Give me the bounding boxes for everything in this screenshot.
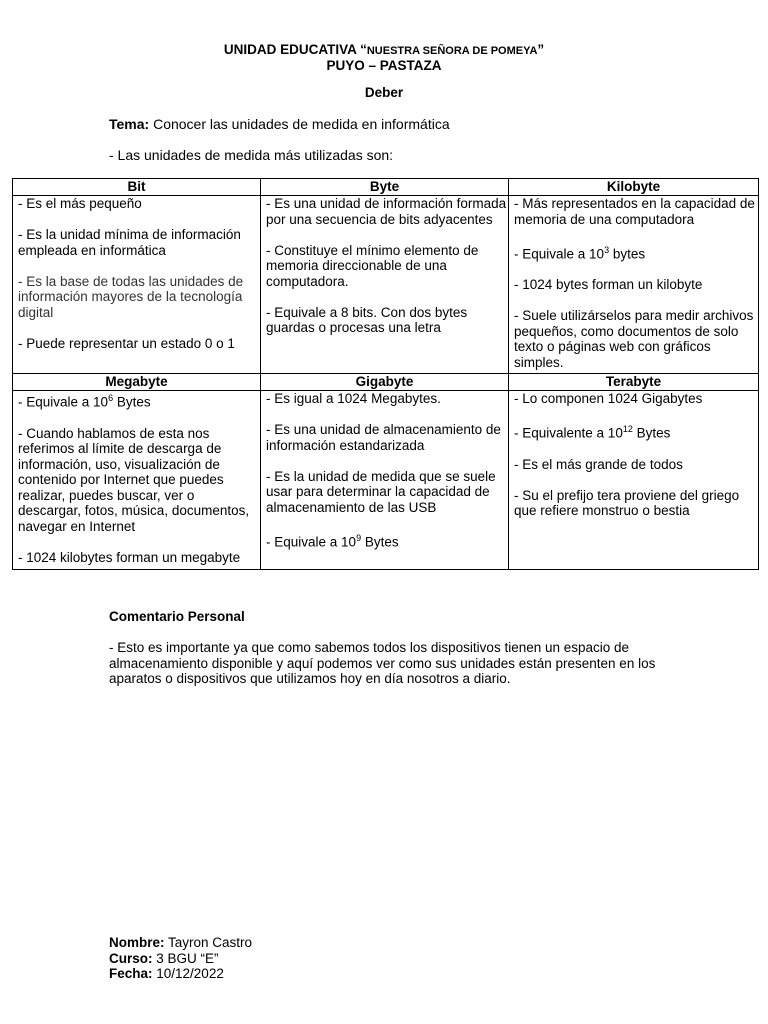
comment-text: - Esto es importante ya que como sabemos todos los dispositivos tienen un espacio de almacenamiento disponible y aquí podemos ver como sus unidades están presenten en los aparatos o dispositivos que utilizamos hoy en día nosotros a diario. [109,640,656,686]
header-gigabyte: Gigabyte [261,374,509,391]
student-course: Curso: 3 BGU “E” [109,950,219,966]
document-type: Deber [364,85,404,100]
cell-megabyte: - Equivale a $10^6$ Bytes - Cuando hablamos de esta nos referimos al límite de descarga de información, uso, visualización de contenido por Internet que puedes realizar, puedes buscar, ver o descargar, fotos, música, documentos, navegar en Internet - 1024 kilobytes forman un megabyte [13,391,261,570]
table-header-row [13,179,759,196]
cell-bit: - Es el más pequeño - Es la unidad mínima de información empleada en informática - Es la base de todas las unidades de información mayores de la tecnología digital - Puede representar un estado 0 o 1 [13,196,261,374]
topic-label: Tema: [109,116,150,132]
header-megabyte: Megabyte [13,374,261,391]
student-info [109,935,252,982]
header-byte: Byte [261,179,509,196]
intro-line: - Las unidades de medida más utilizadas son: [109,147,394,163]
table-row [13,196,759,374]
topic-text: Conocer las unidades de medida en informática [149,116,450,132]
cell-gigabyte: - Es igual a 1024 Megabytes. - Es una unidad de almacenamiento de información estandarizada - Es la unidad de medida que se suele usar para determinar la capacidad de almacenamiento de las USB - Equivale a $10^9$ Bytes [261,391,509,570]
units-table [12,178,759,570]
header-terabyte: Terabyte [509,374,759,391]
table-header-row [13,374,759,391]
school-title: UNIDAD EDUCATIVA “NUESTRA SEÑORA DE POMEYA” [223,42,545,57]
header-bit: Bit [13,179,261,196]
topic-line [109,116,450,132]
cell-kilobyte: - Más representados en la capacidad de memoria de una computadora - Equivale a $10^3$ bytes - 1024 bytes forman un kilobyte - Suele utilizárselos para medir archivos pequeños, como documentos de solo texto o páginas web con gráficos simples. [509,196,759,374]
cell-byte: - Es una unidad de información formada por una secuencia de bits adyacentes - Constituye el mínimo elemento de memoria direccionable de una computadora. - Equivale a 8 bits. Con dos bytes guardas o procesas una letra [261,196,509,374]
school-location: PUYO – PASTAZA [326,58,442,73]
table-row [13,391,759,570]
comment-title: Comentario Personal [109,609,245,624]
cell-terabyte: - Lo componen 1024 Gigabytes - Equivalente a $10^{12}$ Bytes - Es el más grande de todos - Su el prefijo tera proviene del griego que refiere monstruo o bestia [509,391,759,570]
header-kilobyte: Kilobyte [509,179,759,196]
student-name: Nombre: Tayron Castro [109,935,253,950]
submission-date: Fecha: 10/12/2022 [109,966,224,981]
